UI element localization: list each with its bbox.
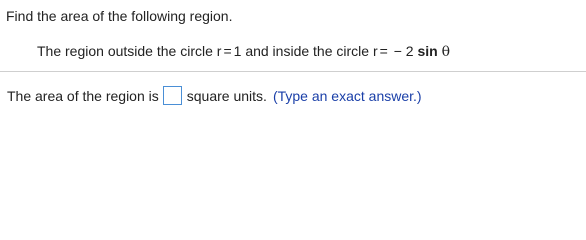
region-text-part1: The region outside the circle r [37,43,222,59]
answer-line [7,86,422,105]
region-statement [37,43,450,60]
answer-suffix: square units. [186,87,267,104]
question-prompt: Find the area of the following region. [6,8,233,24]
region-text-part2: and inside the circle r [245,43,378,59]
answer-input[interactable] [163,86,182,105]
equals-sign-1: = [223,43,232,59]
theta-variable: θ [441,44,450,60]
section-divider [0,71,586,72]
sine-function: sin [417,43,438,59]
answer-hint: (Type an exact answer.) [272,87,422,104]
answer-prefix: The area of the region is [7,87,159,104]
radius-value: 1 [233,43,242,59]
coefficient: − 2 [393,43,414,59]
equals-sign-2: = [379,43,388,59]
